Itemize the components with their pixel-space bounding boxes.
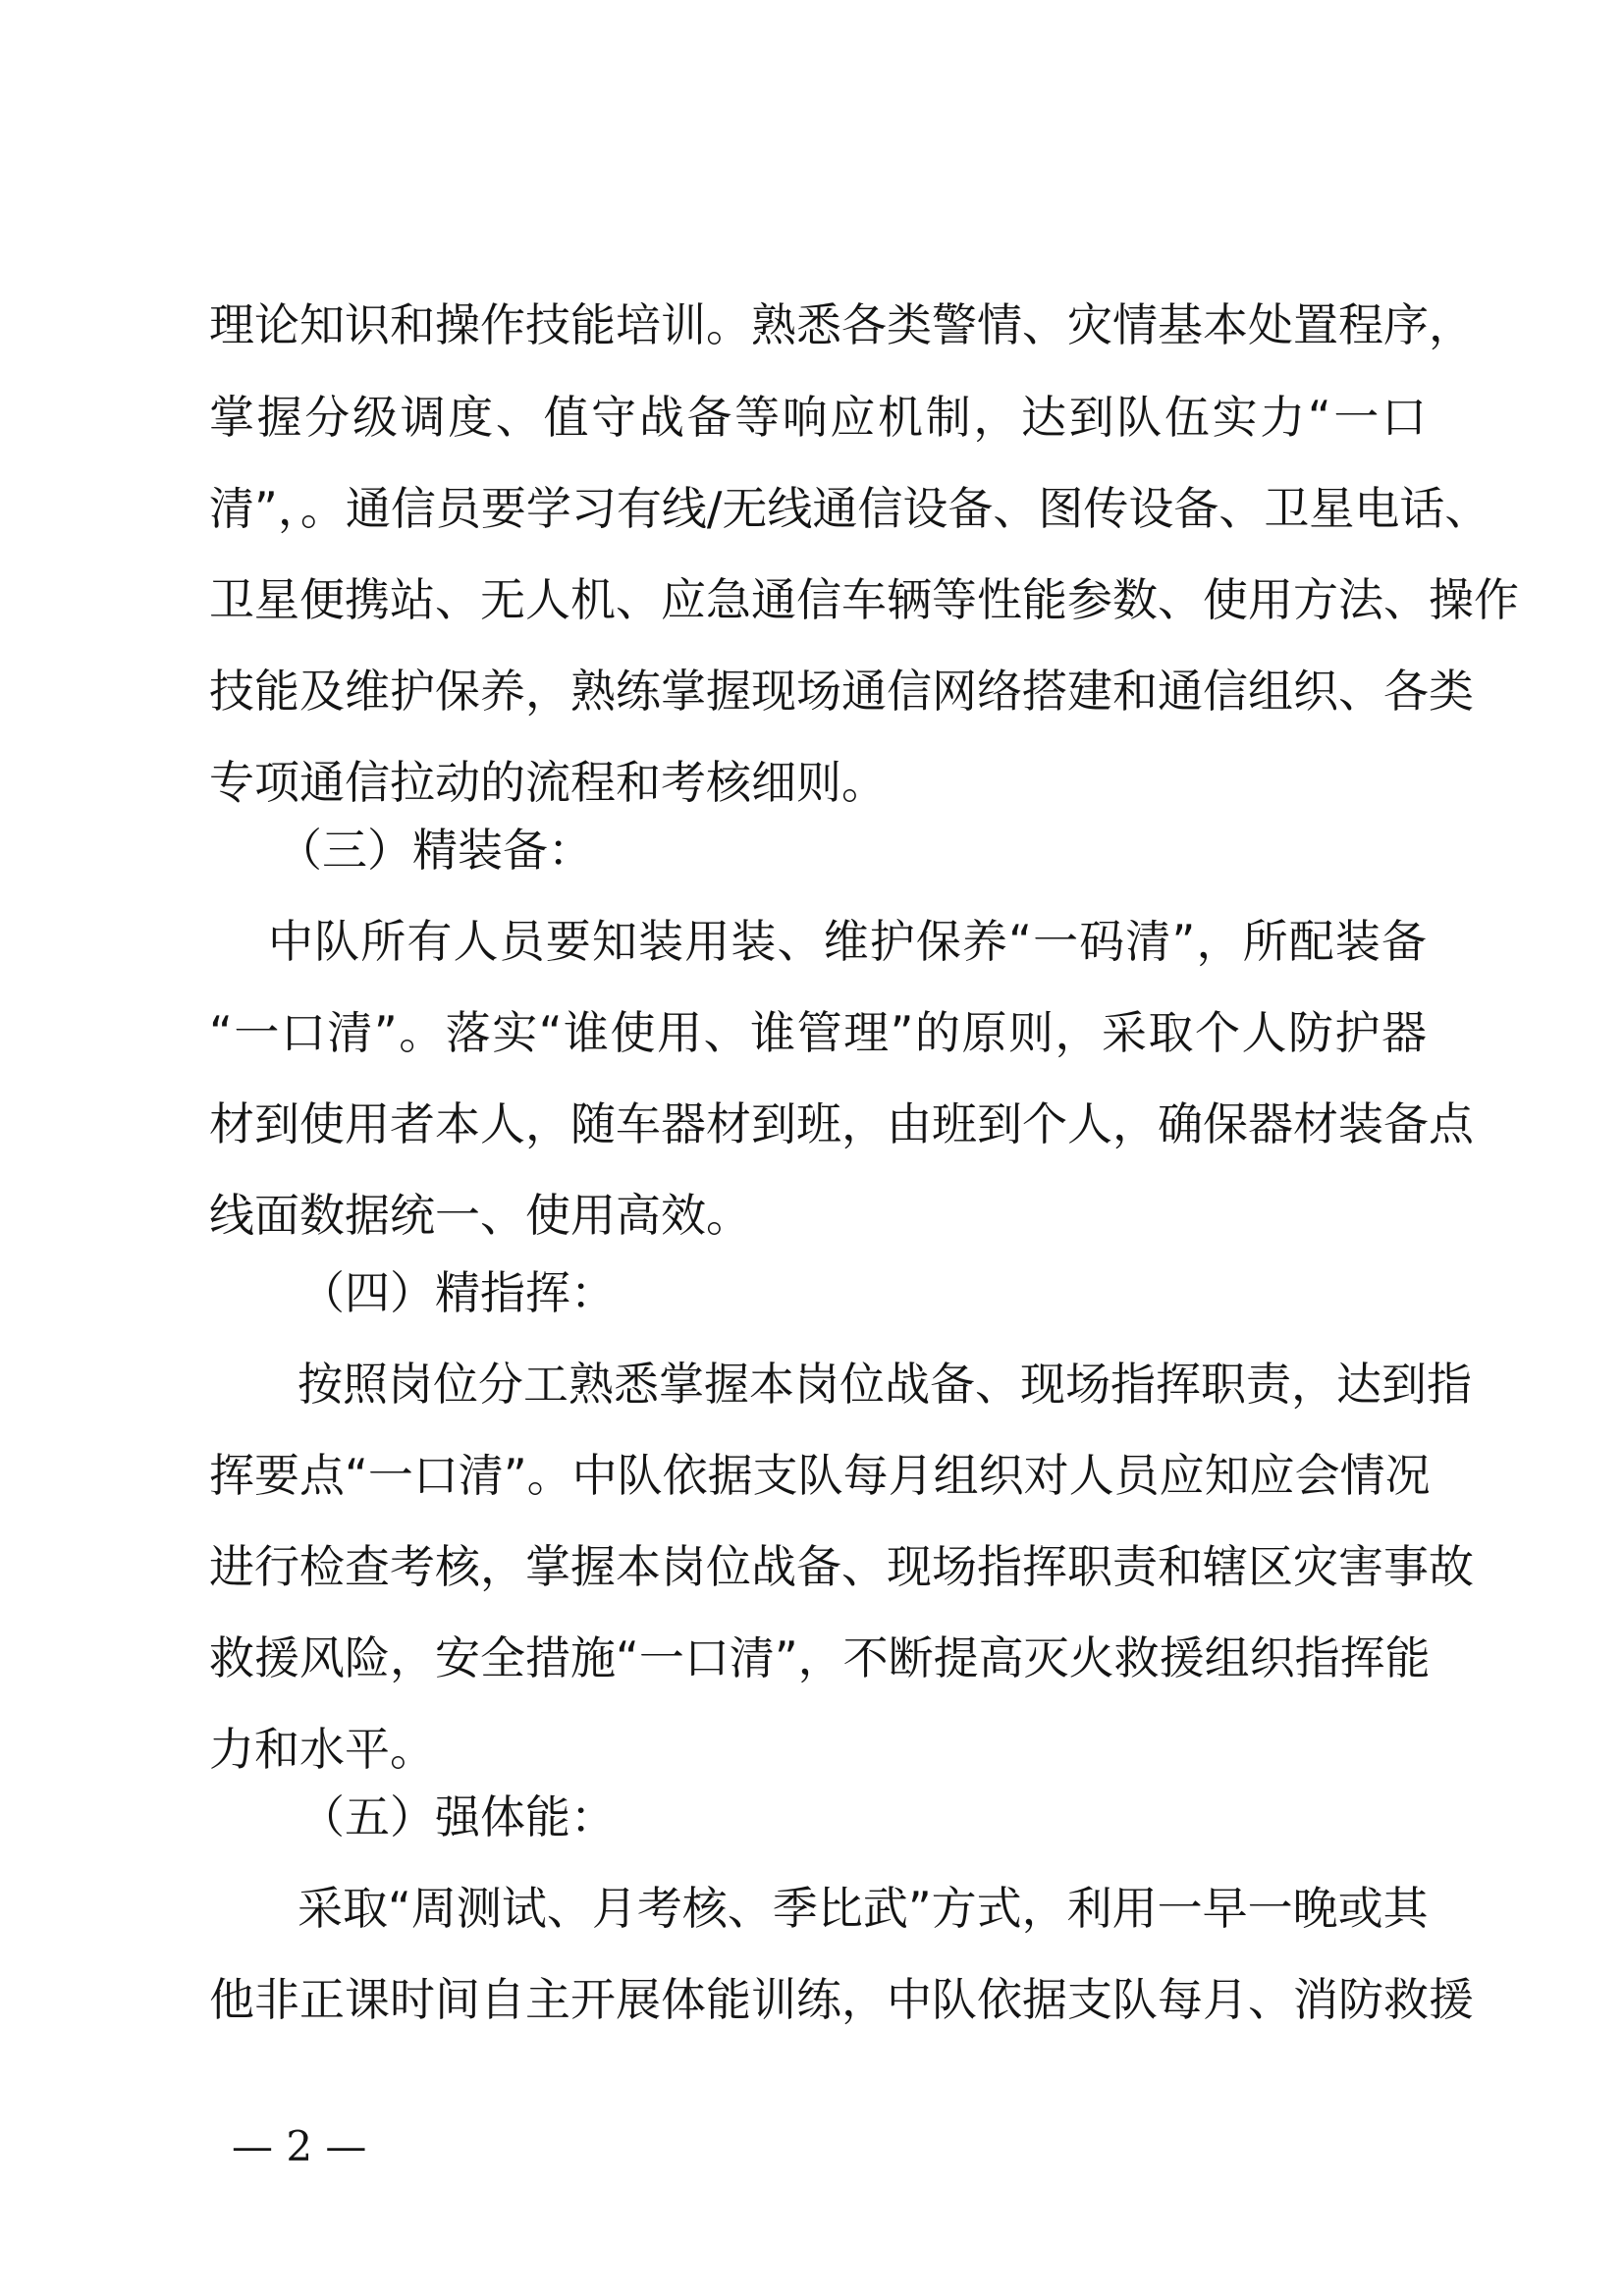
body-text-line: 进行检查考核，掌握本岗位战备、现场指挥职责和辖区灾害事故: [209, 1540, 1474, 1593]
body-text-line: 清”，。通信员要学习有线/无线通信设备、图传设备、卫星电话、: [209, 482, 1490, 535]
body-text-line: 卫星便携站、无人机、应急通信车辆等性能参数、使用方法、操作: [209, 573, 1519, 626]
body-text-line: 技能及维护保养，熟练掌握现场通信网络搭建和通信组织、各类: [209, 665, 1474, 718]
body-text-line: 采取“周测试、月考核、季比武”方式，利用一早一晚或其: [298, 1882, 1429, 1935]
body-text-line: 按照岗位分工熟悉掌握本岗位战备、现场指挥职责，达到指: [298, 1358, 1472, 1411]
body-text-line: 挥要点“一口清”。中队依据支队每月组织对人员应知应会情况: [209, 1449, 1431, 1502]
body-text-line: 他非正课时间自主开展体能训练，中队依据支队每月、消防救援: [209, 1973, 1474, 2026]
section-heading: （四）精指挥：: [299, 1266, 616, 1319]
body-text-line: 中队所有人员要知装用装、维护保养“一码清”，所配装备: [268, 915, 1427, 968]
section-heading: （五）强体能：: [299, 1790, 616, 1843]
body-text-line: 专项通信拉动的流程和考核细则。: [209, 756, 887, 809]
section-heading: （三）精装备：: [277, 824, 593, 877]
body-text-line: 救援风险，安全措施“一口清”，不断提高灭火救援组织指挥能: [209, 1631, 1431, 1684]
body-text-line: 力和水平。: [209, 1723, 435, 1776]
body-text-line: “一口清”。落实“谁使用、谁管理”的原则，采取个人防护器: [209, 1006, 1427, 1059]
body-text-line: 理论知识和操作技能培训。熟悉各类警情、灾情基本处置程序，: [209, 298, 1474, 351]
body-text-line: 掌握分级调度、值守战备等响应机制，达到队伍实力“一口: [209, 391, 1427, 444]
body-text-line: 材到使用者本人，随车器材到班，由班到个人，确保器材装备点: [209, 1097, 1474, 1150]
body-text-line: 线面数据统一、使用高效。: [209, 1189, 751, 1242]
page-number: — 2 —: [232, 2122, 367, 2170]
